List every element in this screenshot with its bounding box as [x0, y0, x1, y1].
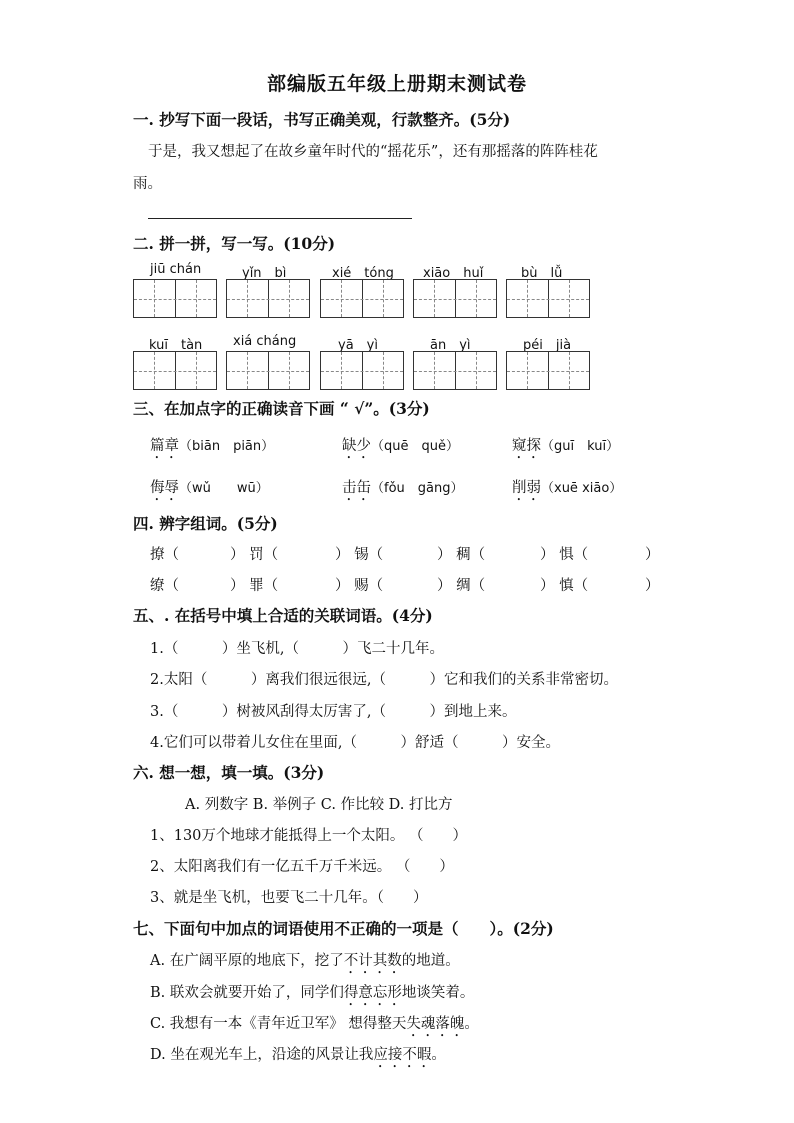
q3-item[interactable] [512, 434, 619, 462]
writing-grid[interactable] [320, 351, 404, 390]
q7-text: D. 坐在观光车上，沿途的风景让我 [150, 1047, 374, 1063]
q3-pinyin-options: （xuē xiāo） [541, 481, 623, 496]
q7-text: 。 [464, 1016, 479, 1032]
q7-dotted-word: 应接不暇 [373, 1047, 432, 1063]
q7-option-d[interactable] [150, 1043, 446, 1071]
pinyin-label: péi jià [523, 338, 572, 353]
q3-pinyin-options: （quē quě） [371, 439, 459, 454]
q4-heading: 四. 辨字组词。(5分) [133, 514, 278, 533]
q4-cell[interactable]: 撩（ [150, 547, 179, 563]
q6-options: A. 列数字 B. 举例子 C. 作比较 D. 打比方 [185, 797, 453, 813]
q4-cell[interactable]: ） 慎（ [540, 578, 589, 594]
q7-dotted-word: 不计其数 [343, 953, 402, 969]
q4-cell[interactable]: ） 锡（ [335, 547, 384, 563]
pinyin-label: bù lǚ [521, 266, 563, 281]
writing-grid[interactable] [413, 279, 497, 318]
q3-pinyin-options: （wǔ wū） [179, 481, 269, 496]
q4-cell[interactable]: ） 罪（ [230, 578, 279, 594]
q3-item[interactable] [150, 476, 269, 504]
q3-item[interactable] [342, 476, 463, 504]
q1-passage-line-1: 于是，我又想起了在故乡童年时代的“摇花乐”，还有那摇落的阵阵桂花 [148, 144, 598, 160]
writing-grid[interactable] [133, 279, 217, 318]
pinyin-label: yǐn bì [242, 266, 287, 281]
pinyin-label: kuī tàn [149, 338, 203, 353]
q6-item[interactable]: 3、就是坐飞机，也要飞二十几年。（ ） [150, 890, 428, 906]
q4-cell: ） [645, 578, 660, 594]
q3-word: 篇章 [150, 438, 179, 454]
q3-heading: 三、在加点字的正确读音下画 “ √”。(3分) [133, 399, 430, 418]
pinyin-label: xiāo huǐ [423, 266, 484, 281]
q5-item[interactable]: 2.太阳（ ）离我们很远很远,（ ）它和我们的关系非常密切。 [150, 672, 618, 688]
q5-item[interactable]: 1.（ ）坐飞机,（ ）飞二十几年。 [150, 641, 444, 657]
writing-grid[interactable] [413, 351, 497, 390]
q7-text: 的地道。 [401, 953, 460, 969]
pinyin-label: xiá cháng [233, 334, 297, 349]
q6-item[interactable]: 2、太阳离我们有一亿五千万千米远。 （ ） [150, 859, 454, 875]
pinyin-label: xié tóng [332, 266, 394, 281]
q3-pinyin-options: （fǒu gāng） [371, 481, 464, 496]
writing-grid[interactable] [133, 351, 217, 390]
q3-word: 缺少 [342, 438, 371, 454]
q7-text: C. 我想有一本《青年近卫军》 想得整天 [150, 1016, 407, 1032]
q7-text: A. 在广阔平原的地底下，挖了 [150, 953, 344, 969]
q7-dotted-word: 得意忘形 [343, 985, 402, 1001]
q7-text: B. 联欢会就要开始了，同学们 [150, 985, 344, 1001]
q2-heading: 二. 拼一拼，写一写。(10分) [133, 234, 336, 253]
q3-word: 削弱 [512, 480, 541, 496]
q7-option-a[interactable] [150, 949, 460, 977]
q1-passage-line-2: 雨。 [133, 176, 162, 192]
writing-grid[interactable] [226, 279, 310, 318]
q6-heading: 六. 想一想，填一填。(3分) [133, 763, 325, 782]
q5-item[interactable]: 4.它们可以带着儿女住在里面,（ ）舒适（ ）安全。 [150, 735, 560, 751]
page-title: 部编版五年级上册期末测试卷 [266, 73, 527, 95]
q3-word: 窥探 [512, 438, 541, 454]
q7-option-c[interactable] [150, 1012, 479, 1040]
q4-cell: ） [645, 547, 660, 563]
q3-item[interactable] [150, 434, 274, 462]
writing-grid[interactable] [506, 279, 590, 318]
q7-dotted-word: 失魂落魄 [406, 1016, 465, 1032]
q4-cell[interactable]: ） 稠（ [437, 547, 486, 563]
q7-option-b[interactable] [150, 981, 474, 1009]
q7-text: 。 [431, 1047, 446, 1063]
q4-cell[interactable]: ） 赐（ [335, 578, 384, 594]
q1-answer-line[interactable] [148, 218, 412, 219]
q4-cell[interactable]: 缭（ [150, 578, 179, 594]
q7-text: 地谈笑着。 [401, 985, 475, 1001]
writing-grid[interactable] [226, 351, 310, 390]
q3-item[interactable] [342, 434, 459, 462]
pinyin-label: ān yì [430, 338, 471, 353]
q7-heading: 七、下面句中加点的词语使用不正确的一项是（ ）。(2分) [133, 919, 554, 938]
writing-grid[interactable] [506, 351, 590, 390]
writing-grid[interactable] [320, 279, 404, 318]
pinyin-label: yā yì [338, 338, 378, 353]
q3-pinyin-options: （guī kuī） [541, 439, 620, 454]
q4-cell[interactable]: ） 绸（ [437, 578, 486, 594]
q5-heading: 五、. 在括号中填上合适的关联词语。(4分) [133, 606, 433, 625]
q4-cell[interactable]: ） 惧（ [540, 547, 589, 563]
q1-heading: 一. 抄写下面一段话，书写正确美观，行款整齐。(5分) [133, 110, 511, 129]
q4-cell[interactable]: ） 罚（ [230, 547, 279, 563]
q3-word: 侮辱 [150, 480, 179, 496]
q3-pinyin-options: （biān piān） [179, 439, 275, 454]
q5-item[interactable]: 3.（ ）树被风刮得太厉害了,（ ）到地上来。 [150, 704, 517, 720]
pinyin-label: jiū chán [150, 262, 202, 277]
q6-item[interactable]: 1、130万个地球才能抵得上一个太阳。 （ ） [150, 828, 468, 844]
q3-item[interactable] [512, 476, 622, 504]
q3-word: 击缶 [342, 480, 371, 496]
